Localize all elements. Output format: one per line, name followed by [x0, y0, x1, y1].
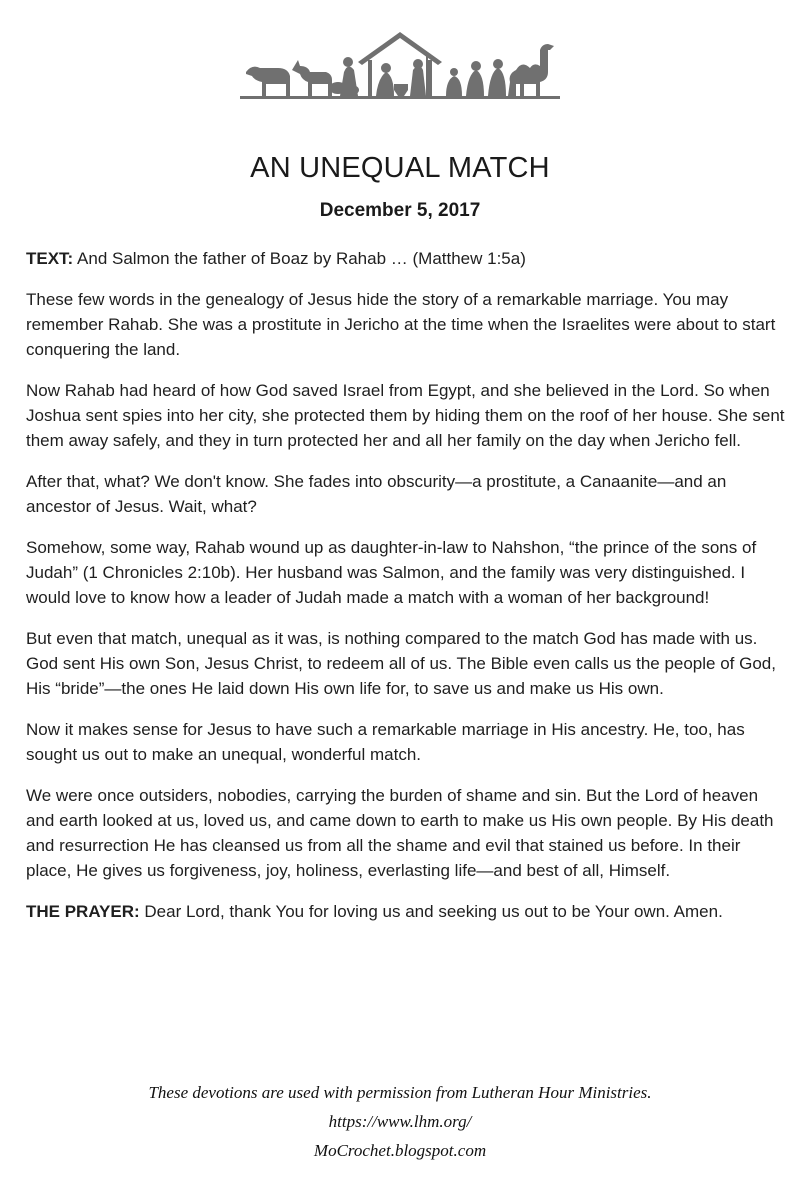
paragraph: We were once outsiders, nobodies, carrying the burden of shame and sin. But the Lord of heaven and earth looked at us, loved us, and came down to earth to make us His own people. By His death and resurrection He has cleansed us from all the shame and evil that stained us before. In their place, He gives us forgiveness, joy, holiness, everlasting life—and best of all, Himself.	[26, 786, 774, 880]
scripture-reference: And Salmon the father of Boaz by Rahab … (Matthew 1:5a)	[73, 249, 526, 268]
footer	[0, 1078, 800, 1165]
devotion-body	[26, 246, 786, 940]
prayer-label: THE PRAYER:	[26, 902, 140, 921]
page-title: AN UNEQUAL MATCH	[250, 152, 550, 184]
devotion-date: December 5, 2017	[319, 200, 481, 221]
scripture-text	[26, 246, 786, 271]
paragraph: Now it makes sense for Jesus to have such a remarkable marriage in His ancestry. He, too, has sought us out to make an unequal, wonderful match.	[26, 720, 745, 764]
prayer	[26, 899, 786, 924]
paragraph: Now Rahab had heard of how God saved Israel from Egypt, and she believed in the Lord. So when Joshua sent spies into her city, she protected them by hiding them on the roof of her house. She sent them away safely, and they in turn protected her and all her family on the day when Jericho fell.	[26, 381, 785, 450]
source-link[interactable]: https://www.lhm.org/	[328, 1112, 472, 1131]
blog-link[interactable]: MoCrochet.blogspot.com	[313, 1141, 487, 1160]
prayer-text: Dear Lord, thank You for loving us and seeking us out to be Your own. Amen.	[139, 902, 723, 921]
paragraph: Somehow, some way, Rahab wound up as daughter-in-law to Nahshon, “the prince of the sons of Judah” (1 Chronicles 2:10b). Her husband was Salmon, and the family was very distinguished. I would love to know how a leader of Judah made a match with a woman of her background!	[26, 538, 757, 607]
paragraph: These few words in the genealogy of Jesus hide the story of a remarkable marriage. You may remember Rahab. She was a prostitute in Jericho at the time when the Israelites were about to start conquering the land.	[26, 290, 776, 359]
paragraph: After that, what? We don't know. She fades into obscurity—a prostitute, a Canaanite—and an ancestor of Jesus. Wait, what?	[26, 472, 727, 516]
paragraph: But even that match, unequal as it was, is nothing compared to the match God has made with us. God sent His own Son, Jesus Christ, to redeem all of us. The Bible even calls us the people of God, His “bride”—the ones He laid down His own life for, to save us and make us His own.	[26, 629, 776, 698]
nativity-scene-icon	[240, 32, 560, 102]
permission-note: These devotions are used with permission from Lutheran Hour Ministries.	[148, 1083, 652, 1102]
text-label: TEXT:	[26, 249, 74, 268]
